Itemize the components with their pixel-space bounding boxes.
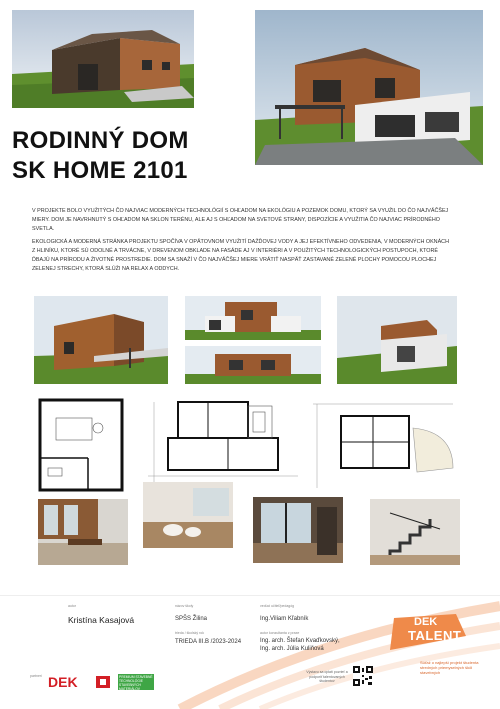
qr-caption: Výstavu sa oplatí pozrieť a podporiť talentovaných študentov — [306, 670, 348, 683]
brand-tagline: Súťaž o najlepší projekt študenta stredných priemyselných škôl stavebných — [420, 660, 479, 675]
render-exterior-right — [255, 10, 483, 165]
author-label: autor — [68, 604, 76, 608]
floor-plan-ground — [148, 398, 298, 492]
description-paragraph-2: EKOLOGICKÁ A MODERNÁ STRÁNKA PROJEKTU SPOČÍVA V OPÄTOVNOM VYUŽITÍ DAŽĎOVEJ VODY A JEJ EFEKTÍVNEHO ODVEDENIA, V MODERNÝCH OKNÁCH Z HLINÍKU, KTORÉ SÚ ODOLNÉ A TRVÁCNE, V DREVENOM OBKLADE NA FASÁDE AJ V INTERIÉRI A V POUŽITÝCH TECHNOLOGICKÝCH POSTUPOCH, KTORÉ ĎBAJÚ NA PRÍRODU A ŽIVOTNÉ PROSTREDIE. DOM SA SNAŽÍ V ČO NAJVÄČŠEJ MIERE VRÁTIŤ NASPÄŤ ZASTAVANÉ ZELENÉ PLOCHY POMOCOU PLOCHEJ ZELENEJ STRECHY, KTORÁ SLÚŽI NA RELAX A ODDYCH. — [32, 239, 449, 272]
school-label: názov školy — [175, 604, 194, 608]
author-name: Kristína Kasajová — [68, 615, 135, 625]
school-name: SPŠS Žilina — [175, 616, 208, 622]
class-label: trieda / školský rok — [175, 631, 204, 635]
partners-label: partneri — [30, 674, 42, 678]
partner-logo-dek: DEK — [48, 674, 78, 690]
render-exterior-left — [12, 10, 194, 108]
page-title — [12, 126, 189, 186]
title-line-1: RODINNÝ DOM — [12, 127, 189, 154]
render-side-view — [34, 296, 168, 384]
teacher-label: vedúci učiteľ/pedagóg — [260, 604, 295, 608]
render-interior-staircase — [370, 499, 460, 565]
footer — [0, 595, 500, 709]
qr-code — [353, 666, 373, 686]
teacher-name: Ing.Viliam Kľabník — [260, 616, 309, 622]
render-interior-dining — [38, 499, 128, 565]
partner-logo-premium-text: PREMIUM STAVEBNÉ TECHNOLÓGIE STAVEBNÝCH MATERIÁLOV — [119, 675, 153, 691]
render-interior-living — [143, 482, 233, 548]
class-year: TRIEDA III.B /2023-2024 — [175, 639, 242, 645]
dek-talent-logo — [386, 614, 466, 654]
brand-top: DEK — [414, 616, 438, 628]
floor-plan-site — [313, 398, 465, 492]
consultant-2: Ing. arch. Júlia Kuliňová — [260, 646, 324, 652]
consultants-label: autor konzultanta z praxe — [260, 631, 300, 635]
render-interior-stairs-window — [253, 497, 343, 563]
description-paragraph-1: V PROJEKTE BOLO VYUŽITÝCH ČO NAJVIAC MODERNÝCH TECHNOLÓGIÍ S OHĽADOM NA EKOLÓGIU A POZEMOK DOMU, KTORÝ SA VYUŽIL DO ČO NAJVÄČŠEJ MIERY. DOM JE NAVRHNUTÝ S OHĽADOM NA SKLON TERÉNU, ALE AJ S OHĽADOM NA SVETOVÉ STRANY, DISPOZÍCIE A VYUŽITIA ČO NAJVIAC PRÍRODNÉHO SVETLA. — [32, 208, 449, 232]
partner-logo-premium — [96, 674, 154, 690]
brand-bottom: TALENT — [408, 628, 462, 643]
render-front-elevation — [185, 296, 321, 340]
title-line-2: SK HOME 2101 — [12, 157, 188, 184]
consultant-1: Ing. arch. Štefan Kvaďkovský, — [260, 638, 340, 644]
render-rear-elevation — [185, 346, 321, 384]
render-perspective-view — [337, 296, 457, 384]
floor-plan-upper — [38, 398, 124, 492]
